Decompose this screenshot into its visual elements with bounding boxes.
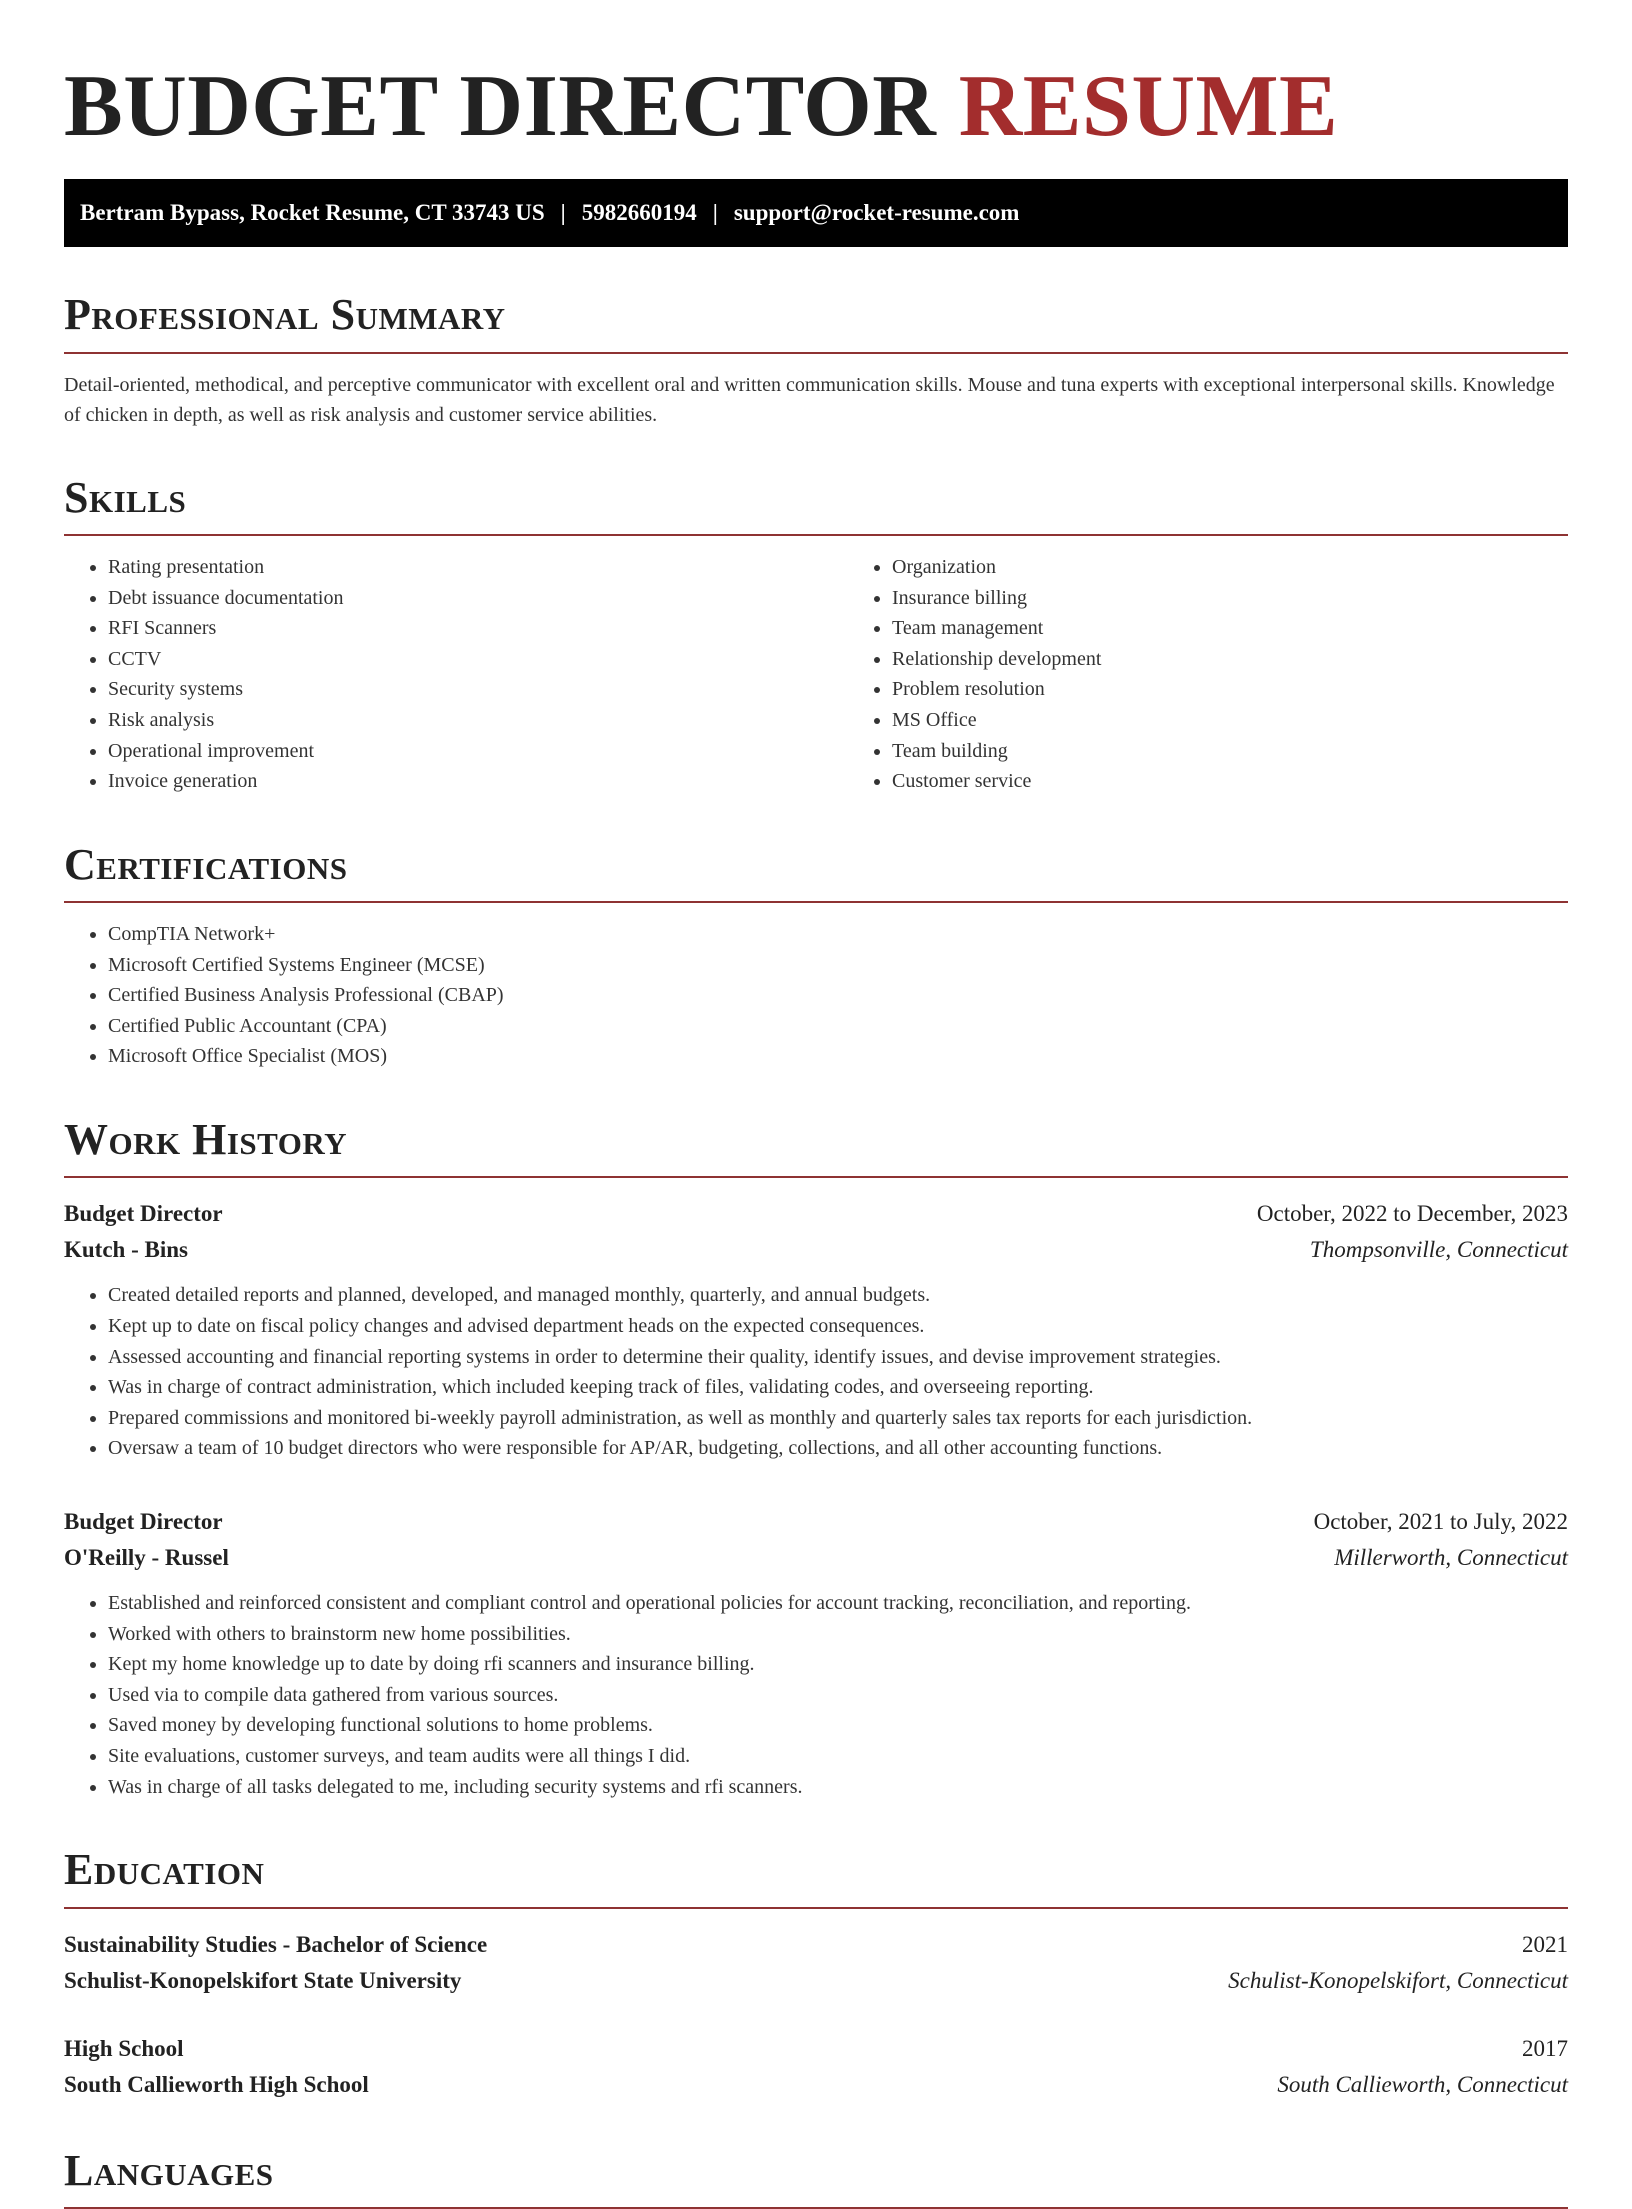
job-bullets <box>64 1280 1568 1464</box>
job-bullets <box>64 1588 1568 1802</box>
section-heading: Work History <box>64 1116 1568 1178</box>
job-bullet: • Established and reinforced consistent and compliant control and operational policies for account tracking, reconciliation, and reporting. <box>108 1588 1568 1619</box>
job-bullet: • Worked with others to brainstorm new home possibilities. <box>108 1619 1568 1650</box>
skills-grid <box>64 552 1568 797</box>
job-bullet: • Kept up to date on fiscal policy changes and advised department heads on the expected consequences. <box>108 1311 1568 1342</box>
job-title: Budget Director <box>64 1509 223 1535</box>
education-year: 2017 <box>1522 2035 1568 2061</box>
job-bullet: • Oversaw a team of 10 budget directors who were responsible for AP/AR, budgeting, collections, and all other accounting functions. <box>108 1433 1568 1464</box>
job-bullet: • Created detailed reports and planned, developed, and managed monthly, quarterly, and annual budgets. <box>108 1280 1568 1311</box>
work-history-section <box>64 1116 1568 1802</box>
title-main: BUDGET DIRECTOR <box>64 58 937 155</box>
summary-section <box>64 291 1568 429</box>
certification-item: • Certified Business Analysis Professional (CBAP) <box>108 980 1568 1011</box>
certification-item: • Microsoft Office Specialist (MOS) <box>108 1041 1568 1072</box>
education-degree: High School <box>64 2035 184 2061</box>
section-heading: Skills <box>64 474 1568 536</box>
job-title: Budget Director <box>64 1201 223 1227</box>
job-bullet: • Assessed accounting and financial reporting systems in order to determine their quality, identify issues, and devise improvement strategies. <box>108 1342 1568 1373</box>
job-company-row <box>64 1232 1568 1268</box>
education-school-row <box>64 1963 1568 1999</box>
skill-item: • Customer service <box>892 766 1568 797</box>
section-heading: Education <box>64 1846 1568 1908</box>
skill-item: • Invoice generation <box>108 766 848 797</box>
education-entry <box>64 2031 1568 2103</box>
job-bullet: • Used via to compile data gathered from various sources. <box>108 1680 1568 1711</box>
education-school: Schulist-Konopelskifort State University <box>64 1967 462 1993</box>
title-accent: RESUME <box>958 58 1339 155</box>
education-year: 2021 <box>1522 1931 1568 1957</box>
skill-item: • CCTV <box>108 644 848 675</box>
job-company-row <box>64 1540 1568 1576</box>
skill-item: • Problem resolution <box>892 674 1568 705</box>
skill-item: • Relationship development <box>892 644 1568 675</box>
job-header-row <box>64 1504 1568 1540</box>
skill-item: • Organization <box>892 552 1568 583</box>
education-entry <box>64 1927 1568 1999</box>
section-heading: Languages <box>64 2147 1568 2209</box>
skill-item: • Risk analysis <box>108 705 848 736</box>
education-section <box>64 1846 1568 2102</box>
job-bullet: • Site evaluations, customer surveys, and team audits were all things I did. <box>108 1741 1568 1772</box>
education-degree-row <box>64 2031 1568 2067</box>
section-heading: Certifications <box>64 841 1568 903</box>
education-location: South Callieworth, Connecticut <box>1277 2071 1568 2097</box>
certifications-section <box>64 841 1568 1072</box>
job-dates: October, 2021 to July, 2022 <box>1313 1509 1568 1535</box>
skill-item: • Insurance billing <box>892 583 1568 614</box>
skill-item: • Team management <box>892 613 1568 644</box>
job-entry <box>64 1196 1568 1464</box>
contact-separator: | <box>712 200 718 226</box>
education-location: Schulist-Konopelskifort, Connecticut <box>1228 1967 1568 1993</box>
job-bullet: • Was in charge of contract administration, which included keeping track of files, validating codes, and overseeing reporting. <box>108 1372 1568 1403</box>
job-bullet: • Prepared commissions and monitored bi-weekly payroll administration, as well as monthly and quarterly sales tax reports for each jurisdiction. <box>108 1403 1568 1434</box>
skills-list-right <box>848 552 1568 797</box>
education-degree: Sustainability Studies - Bachelor of Science <box>64 1931 488 1957</box>
job-entry <box>64 1504 1568 1802</box>
resume-title <box>64 56 1568 157</box>
skills-section <box>64 474 1568 797</box>
job-location: Thompsonville, Connecticut <box>1309 1237 1568 1263</box>
contact-email[interactable]: support@rocket-resume.com <box>733 200 1020 226</box>
skill-item: • Operational improvement <box>108 736 848 767</box>
contact-bar <box>64 179 1568 247</box>
skill-item: • Debt issuance documentation <box>108 583 848 614</box>
education-school-row <box>64 2067 1568 2103</box>
skill-item: • Security systems <box>108 674 848 705</box>
job-dates: October, 2022 to December, 2023 <box>1256 1201 1568 1227</box>
contact-address: Bertram Bypass, Rocket Resume, CT 33743 US <box>80 200 545 226</box>
certification-item: • CompTIA Network+ <box>108 919 1568 950</box>
certification-item: • Microsoft Certified Systems Engineer (MCSE) <box>108 950 1568 981</box>
skill-item: • Rating presentation <box>108 552 848 583</box>
certifications-list <box>64 919 1568 1072</box>
job-location: Millerworth, Connecticut <box>1334 1545 1568 1571</box>
education-degree-row <box>64 1927 1568 1963</box>
contact-separator: | <box>560 200 566 226</box>
summary-text: Detail-oriented, methodical, and perceptive communicator with excellent oral and written communication skills. Mouse and tuna experts with exceptional interpersonal skills. Knowledge of chicken in depth, as well as risk analysis and customer service abilities. <box>64 373 1555 426</box>
section-heading: Professional Summary <box>64 291 1568 353</box>
job-header-row <box>64 1196 1568 1232</box>
languages-section <box>64 2147 1568 2209</box>
skill-item: • RFI Scanners <box>108 613 848 644</box>
job-bullet: • Was in charge of all tasks delegated to me, including security systems and rfi scanners. <box>108 1772 1568 1803</box>
skill-item: • MS Office <box>892 705 1568 736</box>
job-bullet: • Kept my home knowledge up to date by doing rfi scanners and insurance billing. <box>108 1649 1568 1680</box>
skills-list-left <box>64 552 848 797</box>
education-school: South Callieworth High School <box>64 2071 369 2097</box>
certification-item: • Certified Public Accountant (CPA) <box>108 1011 1568 1042</box>
contact-phone: 5982660194 <box>581 200 697 226</box>
job-bullet: • Saved money by developing functional solutions to home problems. <box>108 1710 1568 1741</box>
job-company: O'Reilly - Russel <box>64 1545 229 1571</box>
skill-item: • Team building <box>892 736 1568 767</box>
job-company: Kutch - Bins <box>64 1237 188 1263</box>
